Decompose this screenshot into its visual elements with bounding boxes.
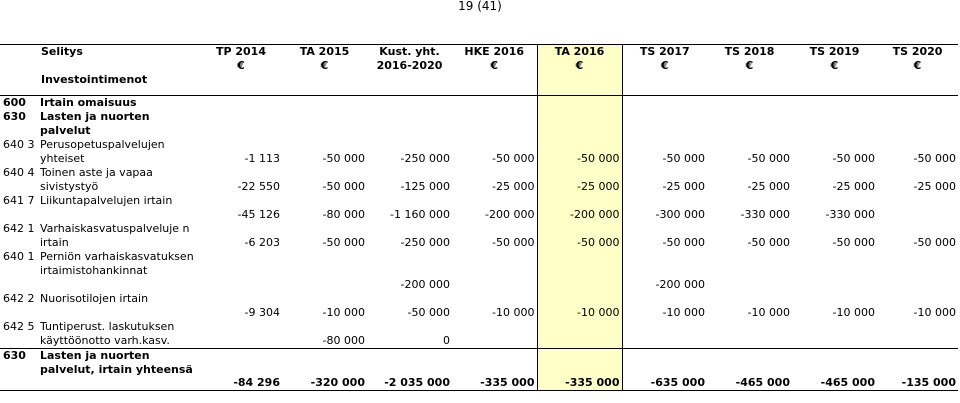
row-value: -50 000 xyxy=(537,138,622,166)
row-value: -50 000 xyxy=(913,151,956,165)
row-value xyxy=(282,110,367,138)
row-value: -1 113 xyxy=(244,151,280,165)
row-value xyxy=(792,250,877,292)
row-value: -200 000 xyxy=(655,277,705,291)
table-row xyxy=(0,95,958,110)
row-value: -80 000 xyxy=(322,207,365,221)
row-value: -50 000 xyxy=(747,235,790,249)
header-col-ts2019: TS 2019 € xyxy=(792,45,877,74)
header-investoinnit: Investointimenot xyxy=(41,73,148,86)
row-value: -25 000 xyxy=(913,179,956,193)
row-value xyxy=(877,250,958,292)
row-value: -9 304 xyxy=(244,305,280,319)
row-description: Nuorisotilojen irtain xyxy=(40,291,149,305)
row-value: -200 000 xyxy=(537,194,622,222)
row-value: -50 000 xyxy=(832,235,875,249)
table-row xyxy=(0,250,958,292)
row-value: -50 000 xyxy=(492,235,535,249)
row-value xyxy=(452,250,537,292)
row-value xyxy=(622,95,707,110)
row-code: 642 2 xyxy=(3,291,35,305)
row-value: -50 000 xyxy=(662,151,705,165)
row-value: -84 296 xyxy=(200,348,282,390)
row-value: -10 000 xyxy=(832,305,875,319)
row-value xyxy=(792,95,877,110)
row-value: -200 000 xyxy=(400,277,450,291)
header-col-ts2020: TS 2020 € xyxy=(877,45,958,74)
row-description: Lasten ja nuorten palvelut, irtain yhteensä xyxy=(38,348,200,390)
header-col-ta2015: TA 2015 € xyxy=(282,45,367,74)
row-value: -1 160 000 xyxy=(390,207,450,221)
row-value: -10 000 xyxy=(492,305,535,319)
row-value xyxy=(877,320,958,349)
header-row xyxy=(0,45,958,74)
row-value xyxy=(200,320,282,349)
row-value: -22 550 xyxy=(237,179,280,193)
header-col-kust: Kust. yht. 2016-2020 xyxy=(367,45,452,74)
row-value: -6 203 xyxy=(244,235,280,249)
row-value: -50 000 xyxy=(492,151,535,165)
row-value xyxy=(622,110,707,138)
row-value: -250 000 xyxy=(400,235,450,249)
row-value: -80 000 xyxy=(322,333,365,347)
row-value: -25 000 xyxy=(662,179,705,193)
row-value xyxy=(282,250,367,292)
row-value: -50 000 xyxy=(322,235,365,249)
row-value: -335 000 xyxy=(537,348,622,390)
row-value xyxy=(877,194,958,222)
row-value xyxy=(537,110,622,138)
table-row xyxy=(0,348,958,390)
row-description: Perusopetuspalvelujen yhteiset xyxy=(40,137,165,165)
row-description: Liikuntapalvelujen irtain xyxy=(40,193,173,207)
table-body xyxy=(0,95,958,390)
row-code: 600 xyxy=(0,95,38,110)
row-value: -50 000 xyxy=(913,235,956,249)
row-value: -330 000 xyxy=(740,207,790,221)
page-number: 19 (41) xyxy=(458,0,502,13)
row-value xyxy=(537,250,622,292)
header-col-tp2014: TP 2014 € xyxy=(200,45,282,74)
row-value: -635 000 xyxy=(622,348,707,390)
row-value: -50 000 xyxy=(537,222,622,250)
row-value xyxy=(537,95,622,110)
row-code: 630 xyxy=(0,348,38,390)
header-col-ta2016: TA 2016 € xyxy=(537,45,622,74)
row-value xyxy=(707,320,792,349)
header-col-ts2017: TS 2017 € xyxy=(622,45,707,74)
row-value: -50 000 xyxy=(322,151,365,165)
row-description: Perniön varhaiskasvatuksen irtaimistohankinnat xyxy=(40,249,194,277)
header-col-hke2016: HKE 2016 € xyxy=(452,45,537,74)
row-value: -200 000 xyxy=(485,207,535,221)
row-value: -25 000 xyxy=(832,179,875,193)
row-description: Irtain omaisuus xyxy=(38,95,200,110)
row-code: 630 xyxy=(3,109,26,123)
row-value xyxy=(452,110,537,138)
row-value: -465 000 xyxy=(792,348,877,390)
table-row xyxy=(0,166,958,194)
row-value xyxy=(367,110,452,138)
row-value xyxy=(877,110,958,138)
row-value: -25 000 xyxy=(537,166,622,194)
table-row xyxy=(0,292,958,320)
row-description: Tuntiperust. laskutuksen käyttöönotto varh.kasv. xyxy=(40,319,175,347)
table-row xyxy=(0,222,958,250)
row-value: -10 000 xyxy=(913,305,956,319)
row-value: -10 000 xyxy=(322,305,365,319)
table-row xyxy=(0,194,958,222)
header-selitys: Selitys xyxy=(38,45,200,74)
row-value xyxy=(200,250,282,292)
table-row xyxy=(0,110,958,138)
row-value: -335 000 xyxy=(452,348,537,390)
row-value: -50 000 xyxy=(832,151,875,165)
row-code: 640 4 xyxy=(3,165,35,179)
row-value xyxy=(200,110,282,138)
row-value xyxy=(200,95,282,110)
row-value xyxy=(537,320,622,349)
row-value: -50 000 xyxy=(662,235,705,249)
row-code: 640 3 xyxy=(3,137,35,151)
row-value: -50 000 xyxy=(322,179,365,193)
row-code: 641 7 xyxy=(3,193,35,207)
row-value xyxy=(707,95,792,110)
header-col-ts2018: TS 2018 € xyxy=(707,45,792,74)
header-row-2 xyxy=(0,73,958,95)
row-value: 0 xyxy=(443,333,450,347)
row-value xyxy=(792,110,877,138)
row-code: 642 5 xyxy=(3,319,35,333)
row-value xyxy=(452,320,537,349)
table-row xyxy=(0,320,958,349)
row-value: -320 000 xyxy=(282,348,367,390)
row-value: -125 000 xyxy=(400,179,450,193)
row-value xyxy=(282,95,367,110)
row-value: -25 000 xyxy=(492,179,535,193)
row-value: -135 000 xyxy=(877,348,958,390)
row-code: 640 1 xyxy=(3,249,35,263)
row-description: Toinen aste ja vapaa sivistystyö xyxy=(40,165,153,193)
row-value: -2 035 000 xyxy=(367,348,452,390)
row-value xyxy=(707,110,792,138)
row-value xyxy=(877,95,958,110)
row-value: -465 000 xyxy=(707,348,792,390)
row-value: -25 000 xyxy=(747,179,790,193)
row-value xyxy=(622,320,707,349)
row-value: -250 000 xyxy=(400,151,450,165)
row-value: -330 000 xyxy=(825,207,875,221)
row-value xyxy=(452,95,537,110)
row-value: -45 126 xyxy=(237,207,280,221)
row-value: -10 000 xyxy=(747,305,790,319)
row-value xyxy=(707,250,792,292)
row-value: -10 000 xyxy=(662,305,705,319)
investment-table xyxy=(0,44,958,391)
row-value xyxy=(367,95,452,110)
row-value: -50 000 xyxy=(407,305,450,319)
row-value xyxy=(792,320,877,349)
row-description: Lasten ja nuorten palvelut xyxy=(40,109,150,137)
row-code: 642 1 xyxy=(3,221,35,235)
row-value: -50 000 xyxy=(747,151,790,165)
row-value: -10 000 xyxy=(537,292,622,320)
row-description: Varhaiskasvatuspalveluje n irtain xyxy=(40,221,190,249)
row-value: -300 000 xyxy=(655,207,705,221)
table-row xyxy=(0,138,958,166)
